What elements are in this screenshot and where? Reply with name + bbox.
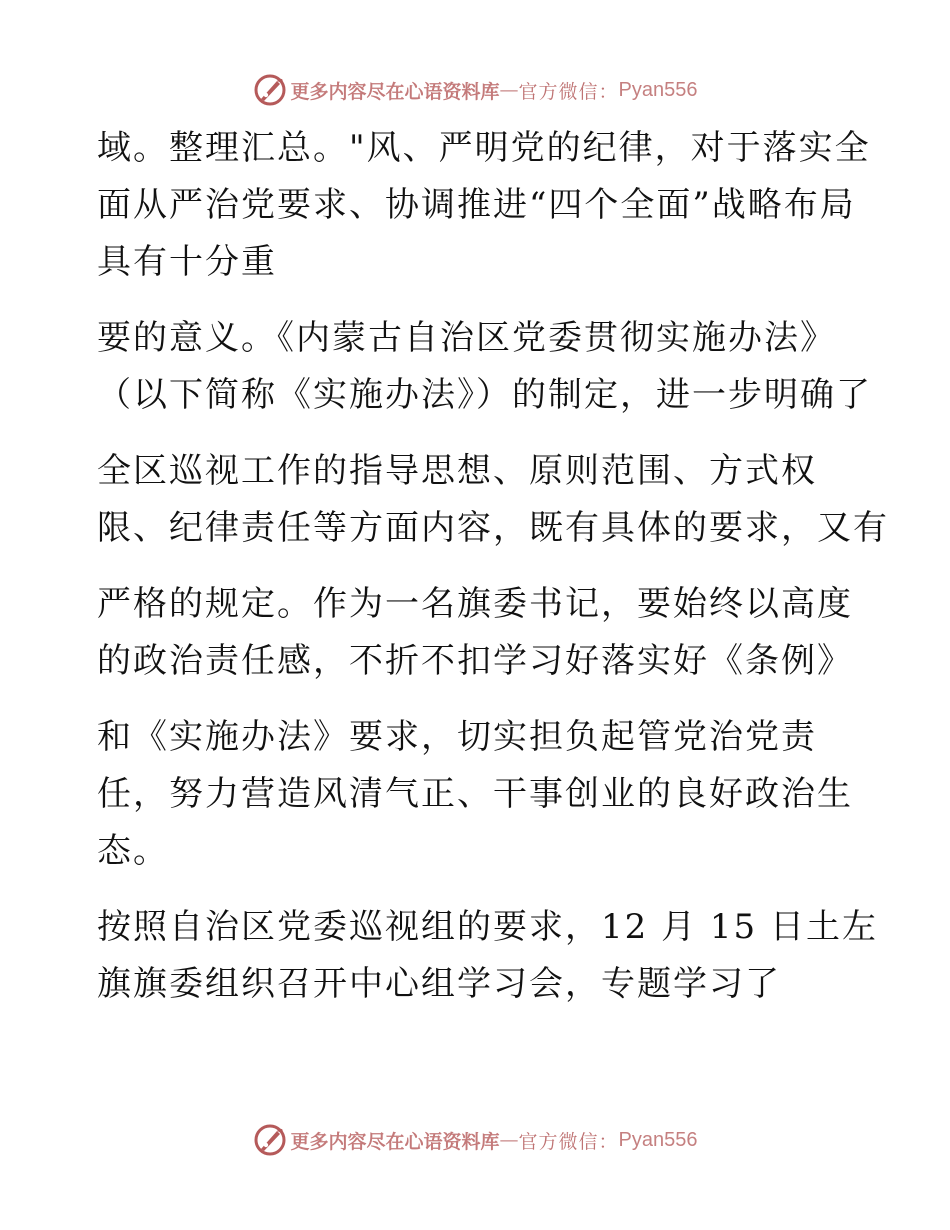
watermark-wechat-label: 官方微信： (518, 80, 619, 103)
body-line: 按照自治区党委巡视组的要求，12 月 15 日土左 (97, 907, 878, 947)
body-line: 具有十分重 (97, 242, 277, 282)
body-line: 限、纪律责任等方面内容，既有具体的要求，又有 (97, 508, 889, 548)
body-line: 旗旗委组织召开中心组学习会，专题学习了 (97, 964, 781, 1004)
watermark-wechat-id: Pyan556 (618, 1128, 698, 1151)
body-line: （以下简称《实施办法》）的制定，进一步明确了 (97, 375, 872, 415)
body-line: 面从严治党要求、协调推进“四个全面”战略布局 (97, 185, 856, 225)
body-line: 要的意义。《内蒙古自治区党委贯彻实施办法》 (97, 318, 836, 358)
body-line: 全区巡视工作的指导思想、原则范围、方式权 (97, 451, 817, 491)
footer-watermark (0, 1120, 950, 1160)
body-line: 任，努力营造风清气正、干事创业的良好政治生 (97, 774, 853, 814)
body-line: 和《实施办法》要求，切实担负起管党治党责 (97, 717, 817, 757)
watermark-dash: — (499, 1129, 519, 1151)
body-line: 的政治责任感，不折不扣学习好落实好《条例》 (97, 641, 853, 681)
watermark-wechat-label: 官方微信： (518, 1130, 619, 1153)
body-line: 域。整理汇总。"风、严明党的纪律，对于落实全 (97, 128, 871, 168)
watermark-wechat-id: Pyan556 (618, 78, 698, 101)
watermark-dash: — (499, 79, 519, 101)
quill-logo-icon (253, 1123, 287, 1157)
body-line: 态。 (97, 831, 169, 871)
watermark-text: 更多内容尽在心语资料库 (290, 1130, 500, 1153)
body-line: 严格的规定。作为一名旗委书记，要始终以高度 (97, 584, 853, 624)
watermark-text: 更多内容尽在心语资料库 (290, 80, 500, 103)
